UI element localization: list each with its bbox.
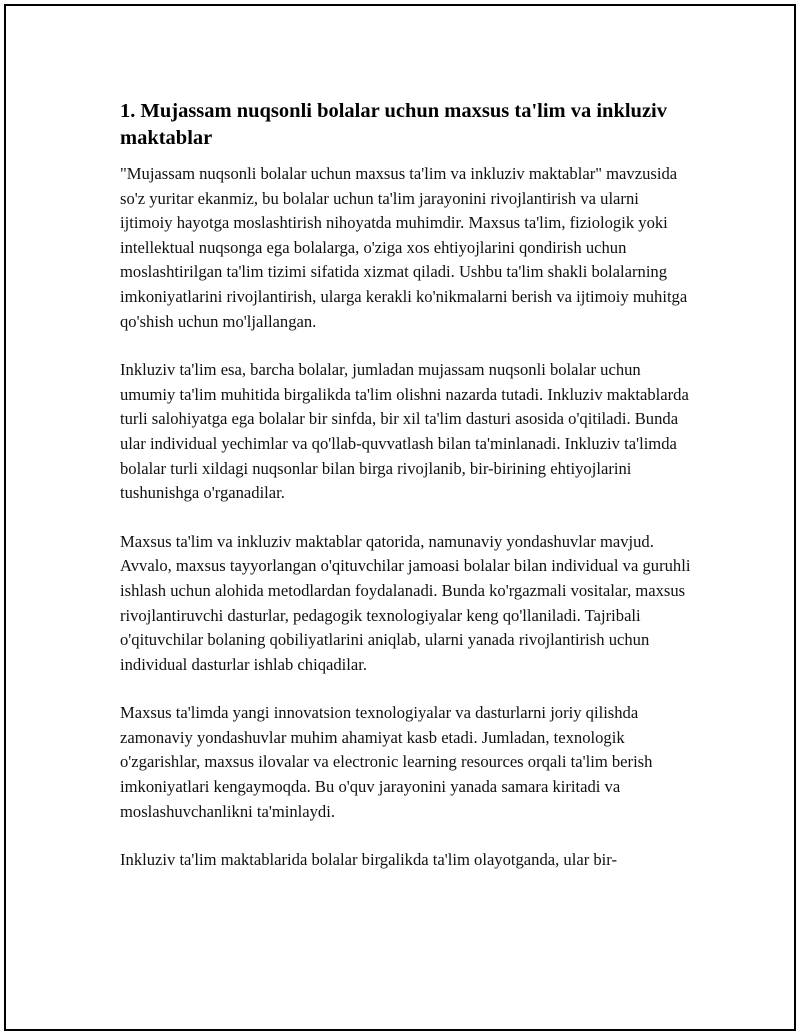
paragraph-1: "Mujassam nuqsonli bolalar uchun maxsus ta'lim va inkluziv maktablar" mavzusida so'z yuritar ekanmiz, bu bolalar uchun ta'lim jarayonini rivojlantirish va ularni ijtimoiy hayotga moslashtirish nihoyatda muhimdir. Maxsus ta'lim, fiziologik yoki intellektual nuqsonga ega bolalarga, o'ziga xos ehtiyojlarini qondirish uchun moslashtirilgan ta'lim tizimi sifatida xizmat qiladi. Ushbu ta'lim shakli bolalarning imkoniyatlarini rivojlantirish, ularga kerakli ko'nikmalarni berish va ijtimoiy muhitga qo'shish uchun mo'ljallangan. — [120, 164, 688, 331]
page-border — [4, 4, 796, 1031]
paragraph-5: Inkluziv ta'lim maktablarida bolalar birgalikda ta'lim olayotganda, ular bir- — [120, 850, 618, 870]
document-body — [120, 98, 692, 897]
section-heading: 1. Mujassam nuqsonli bolalar uchun maxsus ta'lim va inkluziv maktablar — [120, 100, 667, 149]
paragraph-3: Maxsus ta'lim va inkluziv maktablar qatorida, namunaviy yondashuvlar mavjud. Avvalo, maxsus tayyorlangan o'qituvchilar jamoasi bolalar bilan individual va guruhli ishlash uchun alohida metodlardan foydalanadi. Bunda ko'rgazmali vositalar, maxsus rivojlantiruvchi dasturlar, pedagogik texnologiyalar keng qo'llaniladi. Tajribali o'qituvchilar bolaning qobiliyatlarini aniqlab, ularni yanada rivojlantirish uchun individual dasturlar ishlab chiqadilar. — [120, 531, 691, 674]
paragraph-2: Inkluziv ta'lim esa, barcha bolalar, jumladan mujassam nuqsonli bolalar uchun umumiy ta'lim muhitida birgalikda ta'lim olishni nazarda tutadi. Inkluziv maktablarda turli salohiyatga ega bolalar bir sinfda, bir xil ta'lim dasturi asosida o'qitiladi. Bunda ular individual yechimlar va qo'llab-quvvatlash bilan ta'minlanadi. Inkluziv ta'limda bolalar turli xildagi nuqsonlar bilan birga rivojlanib, bir-birining ehtiyojlarini tushunishga o'rganadilar. — [120, 360, 689, 503]
paragraph-4: Maxsus ta'limda yangi innovatsion texnologiyalar va dasturlarni joriy qilishda zamonaviy yondashuvlar muhim ahamiyat kasb etadi. Jumladan, texnologik o'zgarishlar, maxsus ilovalar va electronic learning resources orqali ta'lim berish imkoniyatlari kengaymoqda. Bu o'quv jarayonini yanada samara kiritadi va moslashuvchanlikni ta'minlaydi. — [120, 703, 653, 821]
